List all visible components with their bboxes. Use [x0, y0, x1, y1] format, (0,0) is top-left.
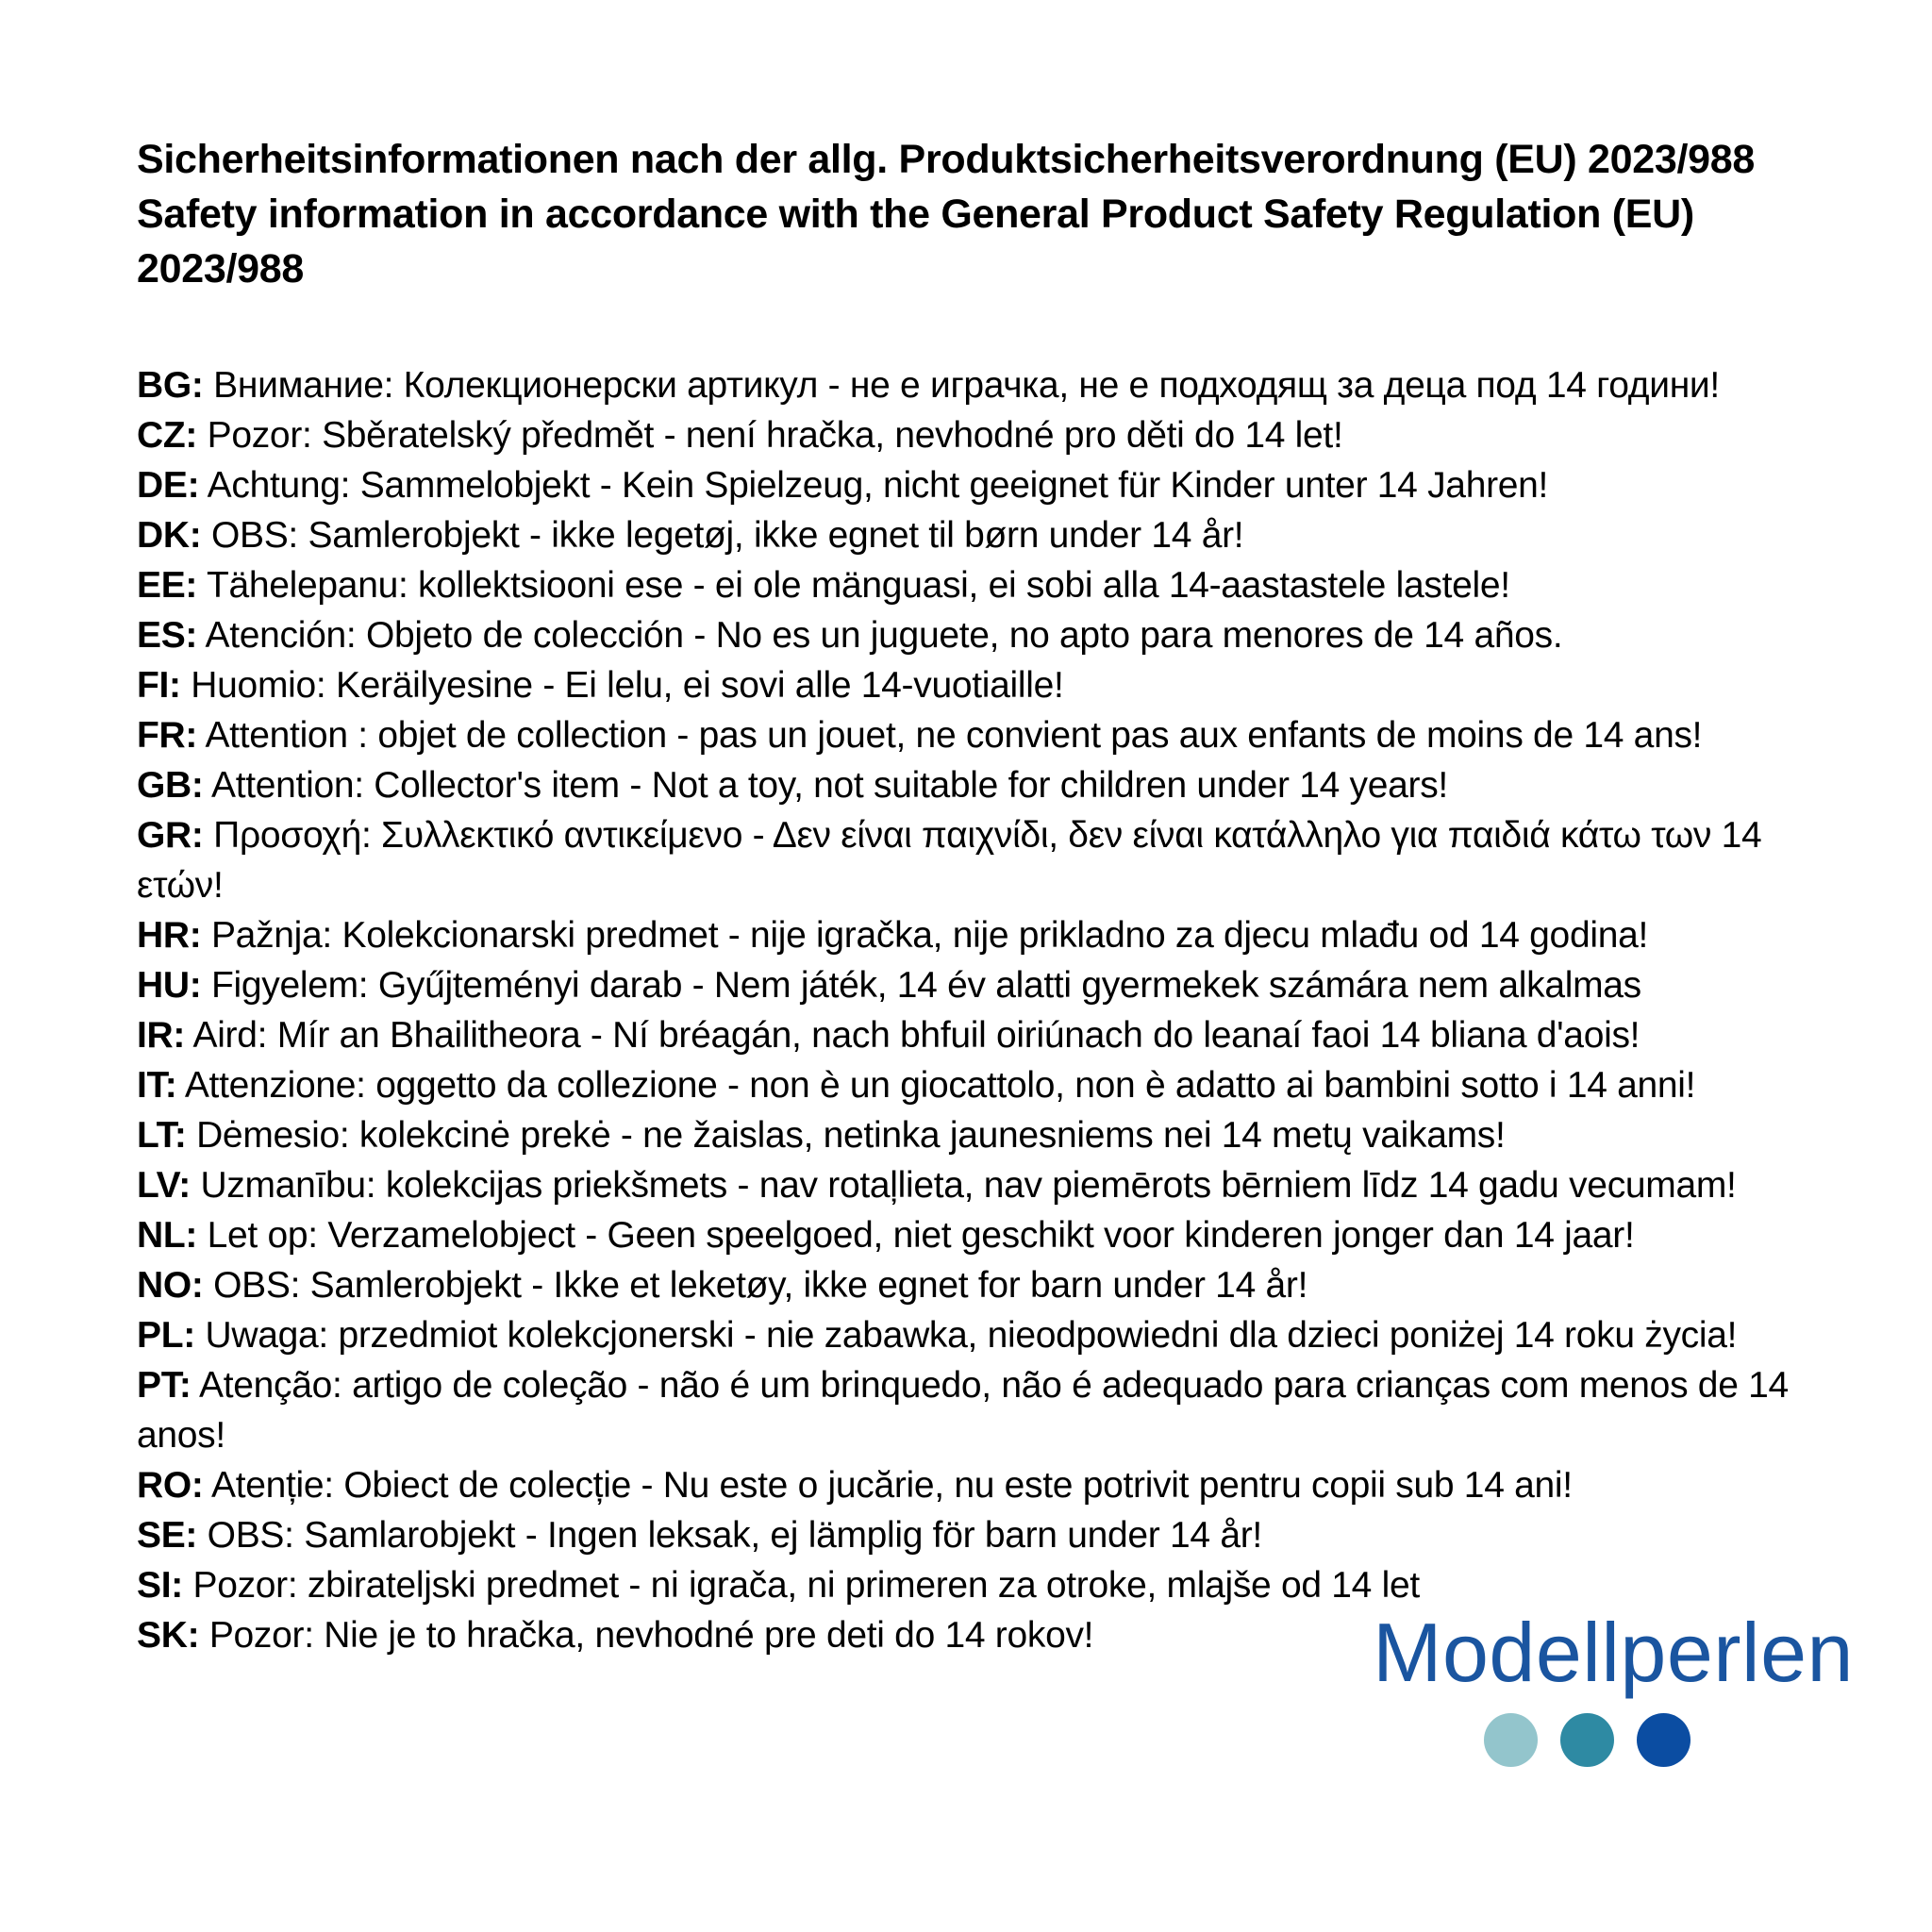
page-title-de: Sicherheitsinformationen nach der allg. Produktsicherheitsverordnung (EU) 2023/988	[137, 137, 1755, 182]
entry-text: Attention: Collector's item - Not a toy, not suitable for children under 14 years!	[210, 765, 1448, 806]
safety-document	[137, 132, 1821, 1660]
entry-code: GR:	[137, 815, 204, 856]
logo-dot	[1637, 1713, 1690, 1767]
safety-entry	[137, 810, 1821, 910]
entry-code: FR:	[137, 715, 198, 756]
entry-text: Atención: Objeto de colección - No es un juguete, no apto para menores de 14 años.	[205, 615, 1563, 656]
entry-text: Pozor: zbirateljski predmet - ni igrača, ni primeren za otroke, mlajše od 14 let	[192, 1565, 1420, 1606]
page-title-en: Safety information in accordance with the General Product Safety Regulation (EU) 2023/988	[137, 192, 1694, 291]
entry-code: SI:	[137, 1565, 183, 1606]
entry-code: LV:	[137, 1165, 191, 1206]
entry-text: Dėmesio: kolekcinė prekė - ne žaislas, netinka jaunesniems nei 14 metų vaikams!	[196, 1115, 1506, 1156]
entry-code: PT:	[137, 1365, 192, 1406]
entry-code: DE:	[137, 465, 200, 506]
safety-entry	[137, 1110, 1821, 1160]
safety-entry	[137, 460, 1821, 510]
entry-text: Pozor: Nie je to hračka, nevhodné pre deti do 14 rokov!	[208, 1615, 1094, 1656]
entry-code: ES:	[137, 615, 198, 656]
entry-text: OBS: Samlerobjekt - ikke legetøj, ikke egnet til børn under 14 år!	[210, 515, 1244, 556]
entry-code: HU:	[137, 965, 202, 1006]
safety-entry	[137, 710, 1821, 760]
safety-entry	[137, 1060, 1821, 1110]
entry-text: Attention : objet de collection - pas un jouet, ne convient pas aux enfants de moins de 14 ans!	[205, 715, 1703, 756]
entry-text: Attenzione: oggetto da collezione - non è un giocattolo, non è adatto ai bambini sotto i 14 anni!	[184, 1065, 1696, 1106]
entry-text: Aird: Mír an Bhailitheora - Ní bréagán, nach bhfuil oiriúnach do leanaí faoi 14 bliana d'aois!	[192, 1015, 1641, 1056]
entry-text: OBS: Samlarobjekt - Ingen leksak, ej lämplig för barn under 14 år!	[207, 1515, 1262, 1556]
entry-code: NO:	[137, 1265, 204, 1306]
entry-code: EE:	[137, 565, 198, 606]
entry-code: NL:	[137, 1215, 198, 1256]
logo-dot	[1484, 1713, 1538, 1767]
entry-code: SE:	[137, 1515, 198, 1556]
safety-entries	[137, 360, 1821, 1660]
safety-entry	[137, 760, 1821, 810]
entry-text: Pozor: Sběratelský předmět - není hračka, nevhodné pro děti do 14 let!	[207, 415, 1343, 456]
entry-code: CZ:	[137, 415, 198, 456]
brand-logo-text: Modellperlen	[1373, 1606, 1854, 1699]
safety-entry	[137, 960, 1821, 1010]
safety-entry	[137, 910, 1821, 960]
safety-entry	[137, 1210, 1821, 1260]
entry-text: Pažnja: Kolekcionarski predmet - nije igračka, nije prikladno za djecu mlađu od 14 godina!	[210, 915, 1649, 956]
entry-text: Uwaga: przedmiot kolekcjonerski - nie zabawka, nieodpowiedni dla dzieci poniżej 14 roku życia!	[205, 1315, 1738, 1356]
safety-entry	[137, 1310, 1821, 1360]
safety-entry	[137, 1160, 1821, 1210]
document-header	[137, 132, 1821, 296]
entry-text: Προσοχή: Συλλεκτικό αντικείμενο - Δεν είναι παιχνίδι, δεν είναι κατάλληλο για παιδιά κάτω των 14 ετών!	[137, 815, 1762, 906]
safety-entry	[137, 560, 1821, 610]
safety-entry	[137, 1360, 1821, 1460]
entry-code: FI:	[137, 665, 181, 706]
entry-text: OBS: Samlerobjekt - Ikke et leketøy, ikke egnet for barn under 14 år!	[213, 1265, 1308, 1306]
entry-text: Figyelem: Gyűjteményi darab - Nem játék, 14 év alatti gyermekek számára nem alkalmas	[210, 965, 1641, 1006]
entry-code: BG:	[137, 365, 204, 406]
brand-logo	[1373, 1606, 1854, 1767]
safety-entry	[137, 1460, 1821, 1510]
entry-code: IT:	[137, 1065, 177, 1106]
entry-text: Tähelepanu: kollektsiooni ese - ei ole mänguasi, ei sobi alla 14-aastastele lastele!	[206, 565, 1510, 606]
safety-entry	[137, 1510, 1821, 1560]
entry-code: IR:	[137, 1015, 186, 1056]
entry-code: DK:	[137, 515, 202, 556]
safety-entry	[137, 410, 1821, 460]
logo-dots	[1484, 1713, 1690, 1767]
entry-code: PL:	[137, 1315, 195, 1356]
safety-entry	[137, 1010, 1821, 1060]
entry-text: Atenție: Obiect de colecție - Nu este o jucărie, nu este potrivit pentru copii sub 14 ani!	[210, 1465, 1573, 1506]
safety-entry	[137, 610, 1821, 660]
entry-text: Uzmanību: kolekcijas priekšmets - nav rotaļlieta, nav piemērots bērniem līdz 14 gadu vecumam!	[200, 1165, 1737, 1206]
entry-text: Atenção: artigo de coleção - não é um brinquedo, não é adequado para crianças com menos de 14 anos!	[137, 1365, 1789, 1456]
entry-code: LT:	[137, 1115, 187, 1156]
entry-code: GB:	[137, 765, 204, 806]
logo-dot	[1560, 1713, 1614, 1767]
entry-text: Внимание: Колекционерски артикул - не е играчка, не е подходящ за деца под 14 години!	[213, 365, 1720, 406]
entry-text: Huomio: Keräilyesine - Ei lelu, ei sovi alle 14-vuotiaille!	[191, 665, 1064, 706]
safety-entry	[137, 510, 1821, 560]
safety-entry	[137, 1560, 1821, 1610]
safety-entry	[137, 360, 1821, 410]
entry-text: Achtung: Sammelobjekt - Kein Spielzeug, nicht geeignet für Kinder unter 14 Jahren!	[207, 465, 1549, 506]
safety-entry	[137, 1260, 1821, 1310]
entry-code: HR:	[137, 915, 202, 956]
entry-text: Let op: Verzamelobject - Geen speelgoed, niet geschikt voor kinderen jonger dan 14 jaar!	[207, 1215, 1635, 1256]
safety-entry	[137, 660, 1821, 710]
entry-code: RO:	[137, 1465, 204, 1506]
entry-code: SK:	[137, 1615, 200, 1656]
